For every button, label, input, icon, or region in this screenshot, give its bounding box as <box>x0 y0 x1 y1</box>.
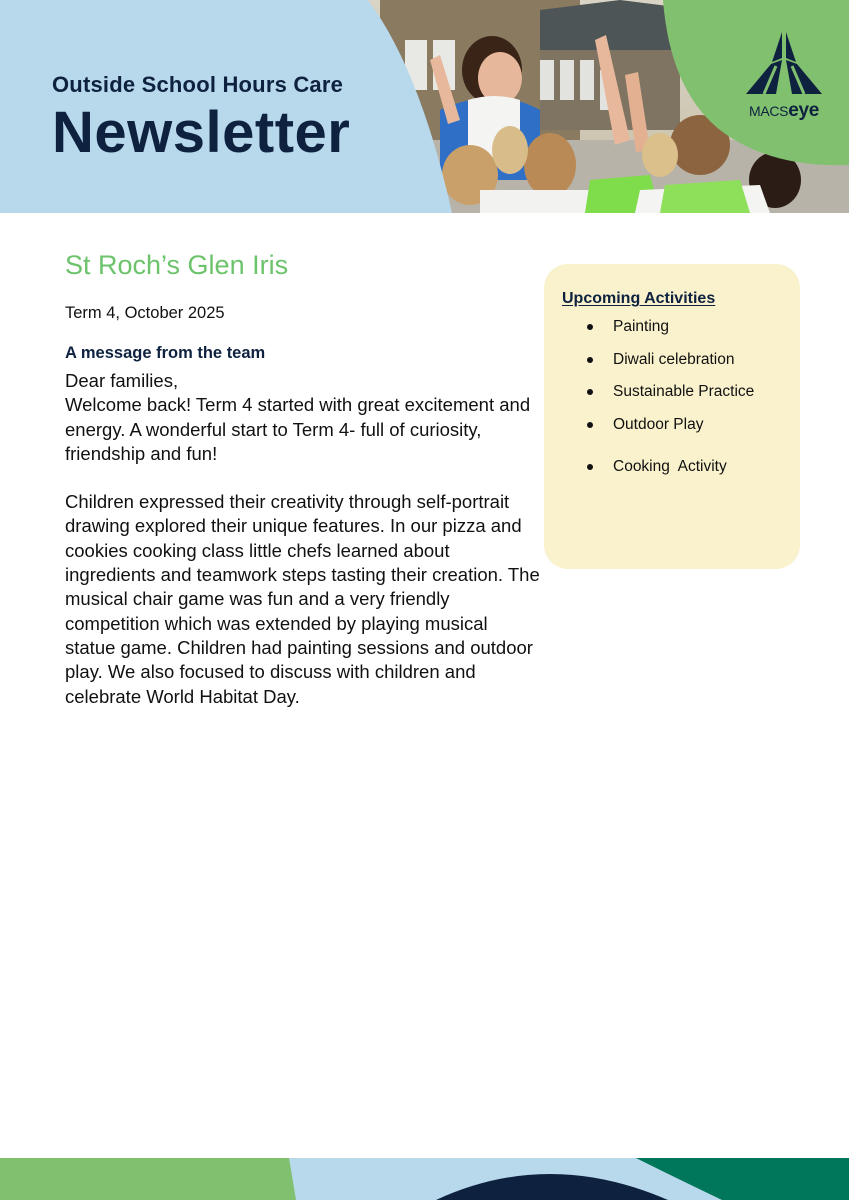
activity-item: Outdoor Play <box>562 414 782 447</box>
bullet-icon <box>587 389 593 395</box>
school-name: St Roch’s Glen Iris <box>65 250 289 280</box>
bullet-icon <box>587 324 593 330</box>
bullet-icon <box>587 422 593 428</box>
logo-wordmark: MACSeye <box>748 100 820 121</box>
header-title: Newsletter <box>52 100 351 165</box>
greeting: Dear families, <box>65 370 179 391</box>
activity-item: Cooking Activity <box>562 456 782 489</box>
header-subtitle: Outside School Hours Care <box>52 72 344 97</box>
activity-list <box>562 316 782 489</box>
term-date: Term 4, October 2025 <box>65 304 225 322</box>
activity-item: Sustainable Practice <box>562 381 782 414</box>
bullet-icon <box>587 464 593 470</box>
message-paragraph-2: Children expressed their creativity through self-portrait drawing explored their unique features. In our pizza and cookies cooking class little chefs learned about ingredients and teamwork steps tasting their creation. The musical chair game was fun and a very friendly competition which was extended by playing musical statue game. Children had painting sessions and outdoor play. We also focused to discuss with children and celebrate World Habitat Day. <box>65 491 540 707</box>
upcoming-activities-heading: Upcoming Activities <box>562 290 716 307</box>
bullet-icon <box>587 357 593 363</box>
footer-decoration <box>0 1158 849 1200</box>
upcoming-activities-box <box>544 264 800 569</box>
activity-item: Painting <box>562 316 782 349</box>
activity-item: Diwali celebration <box>562 349 782 382</box>
footer-shapes <box>0 1158 849 1200</box>
newsletter-header <box>0 0 849 213</box>
main-content <box>65 250 543 709</box>
macs-logo <box>744 32 824 122</box>
message-heading: A message from the team <box>65 344 266 362</box>
header-title-block <box>52 72 351 165</box>
message-paragraph-1: Welcome back! Term 4 started with great excitement and energy. A wonderful start to Term 4- full of curiosity, friendship and fun! <box>65 394 531 464</box>
macs-tent-logo-icon <box>746 32 822 94</box>
